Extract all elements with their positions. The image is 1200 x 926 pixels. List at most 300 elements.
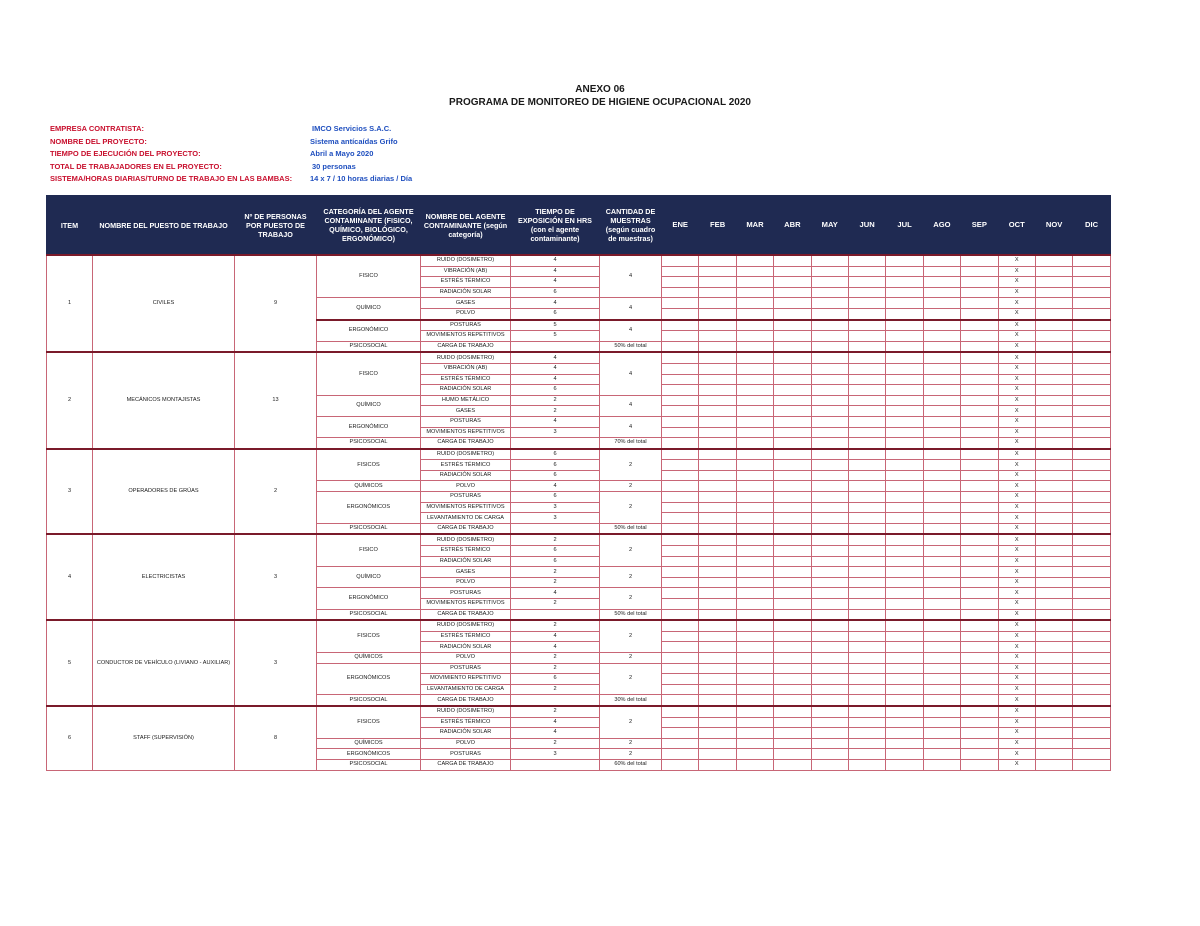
month-cell-nov bbox=[1035, 363, 1072, 374]
month-cell-may bbox=[811, 599, 848, 610]
month-cell-abr bbox=[774, 492, 811, 503]
month-cell-dic bbox=[1073, 567, 1111, 578]
month-cell-ago bbox=[923, 684, 960, 695]
person-count: 8 bbox=[235, 706, 317, 770]
month-cell-ago bbox=[923, 481, 960, 492]
document-title: ANEXO 06 bbox=[575, 84, 625, 95]
month-cell-feb bbox=[699, 513, 736, 524]
month-cell-ene bbox=[662, 374, 699, 385]
month-cell-nov bbox=[1035, 320, 1072, 331]
month-cell-ene bbox=[662, 738, 699, 749]
month-cell-dic bbox=[1073, 492, 1111, 503]
month-cell-mar bbox=[736, 588, 773, 599]
sample-count: 50% del total bbox=[600, 609, 662, 620]
month-cell-mar bbox=[736, 749, 773, 760]
month-cell-nov bbox=[1035, 663, 1072, 674]
exposure-hours: 6 bbox=[511, 674, 600, 685]
month-cell-jun bbox=[848, 277, 885, 288]
month-cell-ene bbox=[662, 663, 699, 674]
month-cell-ago bbox=[923, 470, 960, 481]
month-cell-oct: X bbox=[998, 738, 1035, 749]
month-cell-sep bbox=[961, 567, 998, 578]
job-position: OPERADORES DE GRÚAS bbox=[93, 449, 235, 535]
month-cell-sep bbox=[961, 341, 998, 352]
month-cell-feb bbox=[699, 642, 736, 653]
sample-count: 30% del total bbox=[600, 695, 662, 706]
month-cell-feb bbox=[699, 749, 736, 760]
agent-name: LEVANTAMIENTO DE CARGA bbox=[421, 684, 511, 695]
item-number: 3 bbox=[47, 449, 93, 535]
month-cell-jun bbox=[848, 534, 885, 545]
month-cell-oct: X bbox=[998, 684, 1035, 695]
month-cell-feb bbox=[699, 523, 736, 534]
month-cell-oct: X bbox=[998, 438, 1035, 449]
month-cell-ene bbox=[662, 620, 699, 631]
sample-count: 2 bbox=[600, 749, 662, 760]
month-cell-ago bbox=[923, 717, 960, 728]
month-cell-nov bbox=[1035, 438, 1072, 449]
month-cell-jul bbox=[886, 513, 923, 524]
month-cell-feb bbox=[699, 588, 736, 599]
month-cell-ene bbox=[662, 502, 699, 513]
month-cell-may bbox=[811, 523, 848, 534]
exposure-hours bbox=[511, 695, 600, 706]
month-cell-abr bbox=[774, 717, 811, 728]
month-cell-may bbox=[811, 502, 848, 513]
month-cell-sep bbox=[961, 416, 998, 427]
month-cell-oct: X bbox=[998, 481, 1035, 492]
month-cell-feb bbox=[699, 620, 736, 631]
month-cell-nov bbox=[1035, 352, 1072, 363]
month-cell-dic bbox=[1073, 449, 1111, 460]
month-cell-oct: X bbox=[998, 352, 1035, 363]
month-cell-jun bbox=[848, 255, 885, 266]
header-month: OCT bbox=[998, 196, 1035, 256]
month-cell-sep bbox=[961, 502, 998, 513]
month-cell-mar bbox=[736, 298, 773, 309]
month-cell-may bbox=[811, 728, 848, 739]
month-cell-abr bbox=[774, 556, 811, 567]
agent-category: FISICO bbox=[317, 255, 421, 298]
month-cell-oct: X bbox=[998, 331, 1035, 342]
exposure-hours: 2 bbox=[511, 738, 600, 749]
month-cell-oct: X bbox=[998, 416, 1035, 427]
month-cell-ago bbox=[923, 534, 960, 545]
month-cell-may bbox=[811, 492, 848, 503]
month-cell-nov bbox=[1035, 738, 1072, 749]
month-cell-abr bbox=[774, 470, 811, 481]
agent-name: RUIDO (DOSIMETRO) bbox=[421, 706, 511, 717]
month-cell-ene bbox=[662, 287, 699, 298]
month-cell-ago bbox=[923, 308, 960, 319]
month-cell-mar bbox=[736, 513, 773, 524]
month-cell-abr bbox=[774, 352, 811, 363]
sample-count: 4 bbox=[600, 320, 662, 342]
month-cell-sep bbox=[961, 352, 998, 363]
month-cell-dic bbox=[1073, 684, 1111, 695]
month-cell-sep bbox=[961, 684, 998, 695]
month-cell-oct: X bbox=[998, 513, 1035, 524]
month-cell-nov bbox=[1035, 642, 1072, 653]
agent-category: QUÍMICOS bbox=[317, 738, 421, 749]
month-cell-jul bbox=[886, 460, 923, 471]
month-cell-jun bbox=[848, 320, 885, 331]
agent-name: GASES bbox=[421, 406, 511, 417]
month-cell-oct: X bbox=[998, 427, 1035, 438]
month-cell-sep bbox=[961, 674, 998, 685]
month-cell-abr bbox=[774, 534, 811, 545]
month-cell-sep bbox=[961, 609, 998, 620]
month-cell-ene bbox=[662, 395, 699, 406]
table-row bbox=[47, 352, 1111, 363]
month-cell-dic bbox=[1073, 663, 1111, 674]
month-cell-may bbox=[811, 416, 848, 427]
month-cell-oct: X bbox=[998, 395, 1035, 406]
month-cell-sep bbox=[961, 728, 998, 739]
month-cell-dic bbox=[1073, 609, 1111, 620]
month-cell-abr bbox=[774, 620, 811, 631]
month-cell-may bbox=[811, 534, 848, 545]
item-number: 4 bbox=[47, 534, 93, 620]
month-cell-jun bbox=[848, 363, 885, 374]
month-cell-mar bbox=[736, 567, 773, 578]
agent-name: RADIACIÓN SOLAR bbox=[421, 642, 511, 653]
month-cell-feb bbox=[699, 556, 736, 567]
header-month: MAR bbox=[736, 196, 773, 256]
month-cell-feb bbox=[699, 427, 736, 438]
agent-name: POLVO bbox=[421, 652, 511, 663]
info-label: NOMBRE DEL PROYECTO: bbox=[50, 136, 147, 146]
month-cell-ago bbox=[923, 287, 960, 298]
agent-name: CARGA DE TRABAJO bbox=[421, 695, 511, 706]
month-cell-may bbox=[811, 385, 848, 396]
month-cell-nov bbox=[1035, 706, 1072, 717]
month-cell-mar bbox=[736, 663, 773, 674]
month-cell-jun bbox=[848, 717, 885, 728]
sample-count: 2 bbox=[600, 588, 662, 609]
month-cell-sep bbox=[961, 438, 998, 449]
person-count: 9 bbox=[235, 255, 317, 352]
month-cell-ago bbox=[923, 502, 960, 513]
month-cell-may bbox=[811, 427, 848, 438]
exposure-hours: 2 bbox=[511, 406, 600, 417]
month-cell-feb bbox=[699, 738, 736, 749]
month-cell-jun bbox=[848, 684, 885, 695]
month-cell-dic bbox=[1073, 706, 1111, 717]
agent-name: HUMO METÁLICO bbox=[421, 395, 511, 406]
month-cell-jun bbox=[848, 395, 885, 406]
month-cell-ene bbox=[662, 599, 699, 610]
month-cell-ago bbox=[923, 674, 960, 685]
month-cell-jul bbox=[886, 406, 923, 417]
month-cell-may bbox=[811, 663, 848, 674]
month-cell-sep bbox=[961, 320, 998, 331]
month-cell-jun bbox=[848, 759, 885, 770]
exposure-hours bbox=[511, 438, 600, 449]
month-cell-mar bbox=[736, 523, 773, 534]
month-cell-jun bbox=[848, 406, 885, 417]
table-row bbox=[47, 706, 1111, 717]
month-cell-dic bbox=[1073, 534, 1111, 545]
month-cell-nov bbox=[1035, 449, 1072, 460]
month-cell-jul bbox=[886, 492, 923, 503]
agent-name: POSTURAS bbox=[421, 663, 511, 674]
sample-count: 2 bbox=[600, 449, 662, 481]
month-cell-dic bbox=[1073, 352, 1111, 363]
month-cell-sep bbox=[961, 556, 998, 567]
month-cell-ago bbox=[923, 588, 960, 599]
exposure-hours: 4 bbox=[511, 266, 600, 277]
info-label: TIEMPO DE EJECUCIÓN DEL PROYECTO: bbox=[50, 149, 201, 159]
month-cell-nov bbox=[1035, 620, 1072, 631]
month-cell-sep bbox=[961, 577, 998, 588]
month-cell-sep bbox=[961, 759, 998, 770]
agent-name: CARGA DE TRABAJO bbox=[421, 438, 511, 449]
month-cell-may bbox=[811, 674, 848, 685]
month-cell-sep bbox=[961, 470, 998, 481]
month-cell-oct: X bbox=[998, 577, 1035, 588]
sample-count: 4 bbox=[600, 416, 662, 437]
month-cell-abr bbox=[774, 374, 811, 385]
month-cell-jun bbox=[848, 674, 885, 685]
month-cell-jul bbox=[886, 287, 923, 298]
header-row bbox=[47, 196, 1111, 256]
month-cell-jun bbox=[848, 738, 885, 749]
month-cell-jun bbox=[848, 492, 885, 503]
month-cell-dic bbox=[1073, 395, 1111, 406]
month-cell-ene bbox=[662, 438, 699, 449]
exposure-hours: 2 bbox=[511, 395, 600, 406]
month-cell-feb bbox=[699, 320, 736, 331]
agent-name: POSTURAS bbox=[421, 320, 511, 331]
sample-count: 2 bbox=[600, 567, 662, 588]
agent-name: ESTRÉS TÉRMICO bbox=[421, 546, 511, 557]
month-cell-may bbox=[811, 341, 848, 352]
month-cell-may bbox=[811, 406, 848, 417]
month-cell-dic bbox=[1073, 406, 1111, 417]
agent-name: RUIDO (DOSIMETRO) bbox=[421, 255, 511, 266]
exposure-hours: 2 bbox=[511, 567, 600, 578]
month-cell-abr bbox=[774, 706, 811, 717]
month-cell-abr bbox=[774, 481, 811, 492]
agent-category: PSICOSOCIAL bbox=[317, 523, 421, 534]
month-cell-oct: X bbox=[998, 363, 1035, 374]
exposure-hours: 2 bbox=[511, 652, 600, 663]
sample-count: 2 bbox=[600, 663, 662, 695]
job-position: CIVILES bbox=[93, 255, 235, 352]
month-cell-mar bbox=[736, 341, 773, 352]
info-value: IMCO Servicios S.A.C. bbox=[312, 124, 392, 133]
month-cell-ene bbox=[662, 652, 699, 663]
month-cell-abr bbox=[774, 449, 811, 460]
month-cell-dic bbox=[1073, 556, 1111, 567]
month-cell-abr bbox=[774, 577, 811, 588]
month-cell-feb bbox=[699, 363, 736, 374]
header-month: NOV bbox=[1035, 196, 1072, 256]
month-cell-abr bbox=[774, 427, 811, 438]
month-cell-abr bbox=[774, 674, 811, 685]
month-cell-jun bbox=[848, 609, 885, 620]
month-cell-nov bbox=[1035, 759, 1072, 770]
month-cell-ene bbox=[662, 728, 699, 739]
job-position: CONDUCTOR DE VEHÍCULO (LIVIANO - AUXILIAR) bbox=[93, 620, 235, 706]
month-cell-sep bbox=[961, 277, 998, 288]
exposure-hours: 2 bbox=[511, 663, 600, 674]
header-month: AGO bbox=[923, 196, 960, 256]
month-cell-abr bbox=[774, 749, 811, 760]
month-cell-mar bbox=[736, 620, 773, 631]
month-cell-jul bbox=[886, 620, 923, 631]
month-cell-abr bbox=[774, 728, 811, 739]
sample-count: 50% del total bbox=[600, 523, 662, 534]
month-cell-feb bbox=[699, 609, 736, 620]
table-row bbox=[47, 620, 1111, 631]
month-cell-jul bbox=[886, 663, 923, 674]
month-cell-may bbox=[811, 255, 848, 266]
person-count: 13 bbox=[235, 352, 317, 448]
exposure-hours: 4 bbox=[511, 374, 600, 385]
month-cell-jul bbox=[886, 642, 923, 653]
exposure-hours: 4 bbox=[511, 363, 600, 374]
month-cell-ago bbox=[923, 728, 960, 739]
month-cell-dic bbox=[1073, 749, 1111, 760]
month-cell-feb bbox=[699, 406, 736, 417]
month-cell-feb bbox=[699, 695, 736, 706]
info-label: TOTAL DE TRABAJADORES EN EL PROYECTO: bbox=[50, 161, 222, 171]
agent-name: MOVIMIENTOS REPETITIVOS bbox=[421, 427, 511, 438]
sample-count: 4 bbox=[600, 255, 662, 298]
month-cell-sep bbox=[961, 460, 998, 471]
month-cell-mar bbox=[736, 577, 773, 588]
month-cell-ago bbox=[923, 695, 960, 706]
month-cell-jul bbox=[886, 502, 923, 513]
month-cell-jul bbox=[886, 438, 923, 449]
agent-name: RUIDO (DOSIMETRO) bbox=[421, 449, 511, 460]
month-cell-feb bbox=[699, 470, 736, 481]
month-cell-nov bbox=[1035, 728, 1072, 739]
month-cell-ene bbox=[662, 556, 699, 567]
month-cell-dic bbox=[1073, 416, 1111, 427]
month-cell-sep bbox=[961, 427, 998, 438]
month-cell-ago bbox=[923, 546, 960, 557]
month-cell-ago bbox=[923, 599, 960, 610]
month-cell-ene bbox=[662, 759, 699, 770]
month-cell-feb bbox=[699, 460, 736, 471]
month-cell-mar bbox=[736, 642, 773, 653]
month-cell-abr bbox=[774, 513, 811, 524]
month-cell-may bbox=[811, 298, 848, 309]
month-cell-oct: X bbox=[998, 652, 1035, 663]
agent-category: ERGONÓMICOS bbox=[317, 749, 421, 760]
exposure-hours bbox=[511, 523, 600, 534]
month-cell-mar bbox=[736, 277, 773, 288]
month-cell-jul bbox=[886, 717, 923, 728]
month-cell-ago bbox=[923, 652, 960, 663]
month-cell-ene bbox=[662, 481, 699, 492]
month-cell-nov bbox=[1035, 695, 1072, 706]
header-month: MAY bbox=[811, 196, 848, 256]
agent-name: RUIDO (DOSIMETRO) bbox=[421, 620, 511, 631]
month-cell-may bbox=[811, 738, 848, 749]
agent-category: QUÍMICO bbox=[317, 567, 421, 588]
month-cell-jul bbox=[886, 481, 923, 492]
month-cell-jul bbox=[886, 738, 923, 749]
month-cell-mar bbox=[736, 492, 773, 503]
month-cell-ago bbox=[923, 492, 960, 503]
month-cell-feb bbox=[699, 599, 736, 610]
month-cell-mar bbox=[736, 684, 773, 695]
agent-name: CARGA DE TRABAJO bbox=[421, 609, 511, 620]
agent-name: CARGA DE TRABAJO bbox=[421, 523, 511, 534]
month-cell-nov bbox=[1035, 481, 1072, 492]
month-cell-nov bbox=[1035, 460, 1072, 471]
month-cell-ene bbox=[662, 449, 699, 460]
month-cell-feb bbox=[699, 717, 736, 728]
exposure-hours: 4 bbox=[511, 298, 600, 309]
month-cell-abr bbox=[774, 588, 811, 599]
month-cell-ene bbox=[662, 717, 699, 728]
exposure-hours: 4 bbox=[511, 481, 600, 492]
month-cell-jul bbox=[886, 523, 923, 534]
agent-name: POSTURAS bbox=[421, 588, 511, 599]
month-cell-jul bbox=[886, 308, 923, 319]
month-cell-sep bbox=[961, 363, 998, 374]
month-cell-mar bbox=[736, 438, 773, 449]
agent-name: GASES bbox=[421, 298, 511, 309]
month-cell-jun bbox=[848, 298, 885, 309]
month-cell-abr bbox=[774, 759, 811, 770]
month-cell-feb bbox=[699, 706, 736, 717]
agent-name: MOVIMIENTOS REPETITIVOS bbox=[421, 599, 511, 610]
month-cell-may bbox=[811, 717, 848, 728]
table-row bbox=[47, 255, 1111, 266]
month-cell-dic bbox=[1073, 717, 1111, 728]
agent-category: PSICOSOCIAL bbox=[317, 609, 421, 620]
month-cell-dic bbox=[1073, 759, 1111, 770]
month-cell-feb bbox=[699, 298, 736, 309]
month-cell-abr bbox=[774, 663, 811, 674]
month-cell-ene bbox=[662, 320, 699, 331]
month-cell-nov bbox=[1035, 684, 1072, 695]
agent-name: RADIACIÓN SOLAR bbox=[421, 556, 511, 567]
month-cell-nov bbox=[1035, 717, 1072, 728]
month-cell-ene bbox=[662, 460, 699, 471]
month-cell-ago bbox=[923, 416, 960, 427]
month-cell-nov bbox=[1035, 674, 1072, 685]
month-cell-feb bbox=[699, 308, 736, 319]
month-cell-jul bbox=[886, 556, 923, 567]
month-cell-may bbox=[811, 481, 848, 492]
month-cell-oct: X bbox=[998, 609, 1035, 620]
month-cell-ene bbox=[662, 277, 699, 288]
month-cell-sep bbox=[961, 749, 998, 760]
month-cell-may bbox=[811, 556, 848, 567]
agent-name: VIBRACIÓN (AB) bbox=[421, 266, 511, 277]
month-cell-dic bbox=[1073, 631, 1111, 642]
month-cell-ago bbox=[923, 663, 960, 674]
month-cell-dic bbox=[1073, 728, 1111, 739]
month-cell-feb bbox=[699, 502, 736, 513]
month-cell-ene bbox=[662, 470, 699, 481]
agent-name: RADIACIÓN SOLAR bbox=[421, 385, 511, 396]
month-cell-mar bbox=[736, 738, 773, 749]
month-cell-ago bbox=[923, 759, 960, 770]
month-cell-mar bbox=[736, 717, 773, 728]
month-cell-nov bbox=[1035, 395, 1072, 406]
month-cell-oct: X bbox=[998, 320, 1035, 331]
month-cell-dic bbox=[1073, 320, 1111, 331]
month-cell-may bbox=[811, 363, 848, 374]
